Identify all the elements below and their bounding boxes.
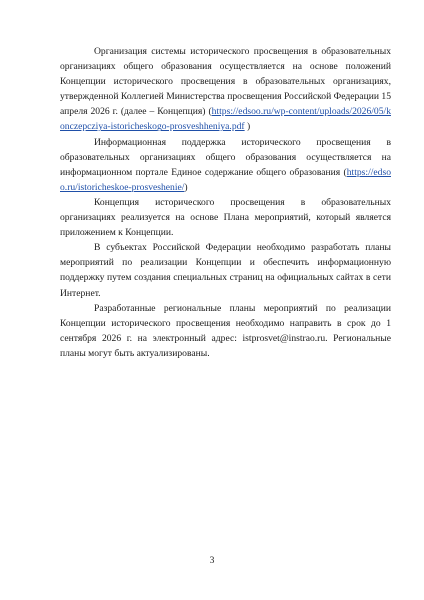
paragraph-text: Организация системы исторического просвещения в образовательных организациях общего образования осуществляется на основе положений Концепции исторического просвещения в образовательных организациях, утвержденной Коллегией Министерства просвещения Российской Федерации 15 апреля 2026 г. (далее – Концепция) ( — [60, 46, 391, 118]
paragraph-regional-plans — [60, 240, 391, 300]
paragraph-text: ) — [184, 181, 188, 193]
concept-pdf-link[interactable]: https://edsoo.ru/wp-content/uploads/2026/05/konczepcziya-istoricheskogo-prosveshheniya.pdf — [60, 106, 391, 133]
portal-link[interactable]: https://edsoo.ru/istoricheskoe-prosveshenie/ — [60, 166, 391, 193]
paragraph-action-plan — [60, 195, 391, 240]
paragraph-text: Информационная поддержка исторического просвещения в образовательных организациях общего образования осуществляется на информационном портале Единое содержание общего образования ( — [60, 136, 391, 178]
page-number: 3 — [209, 555, 215, 566]
paragraph-text: Разработанные региональные планы мероприятий по реализации Концепции исторического просвещения необходимо направить в срок до 1 сентября 2026 г. на электронный адрес: istprosvet@instrao.ru. Региональные планы могут быть актуализированы. — [60, 302, 391, 359]
paragraph-text: Концепция исторического просвещения в образовательных организациях реализуется на основе Плана мероприятий, который является приложением к Концепции. — [60, 196, 391, 239]
document-body — [60, 44, 391, 361]
paragraph-text: В субъектах Российской Федерации необходимо разработать планы мероприятий по реализации Концепции и обеспечить информационную поддержку путем создания специальных страниц на официальных сайтах в сети Интернет. — [60, 242, 391, 299]
paragraph-information-support — [60, 135, 391, 195]
paragraph-submission-deadline — [60, 301, 391, 361]
paragraph-text: ) — [244, 121, 251, 133]
paragraph-system-organization — [60, 44, 391, 135]
